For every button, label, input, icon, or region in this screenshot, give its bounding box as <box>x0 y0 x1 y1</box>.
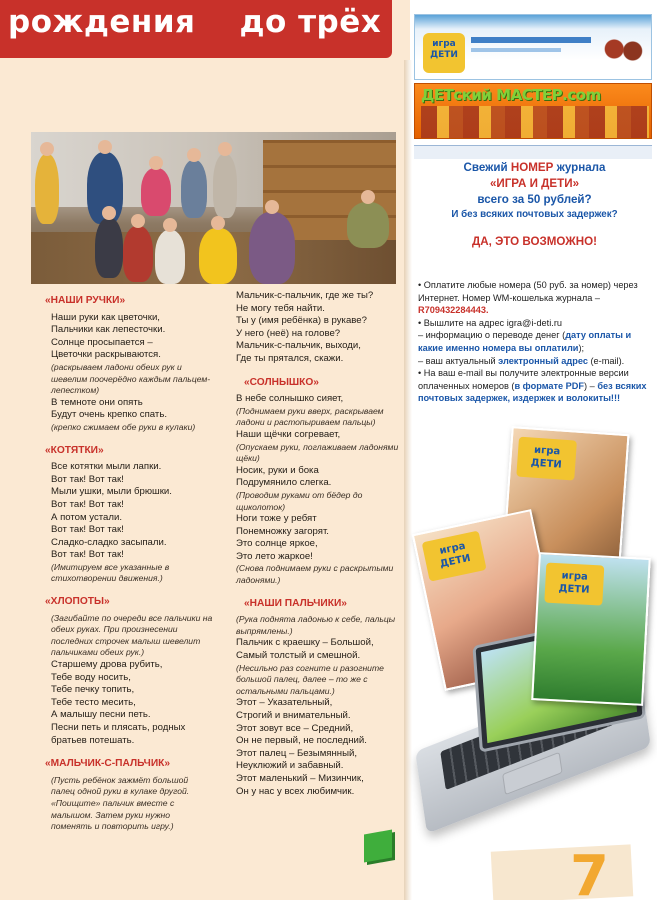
verse-line: Подрумянило слегка. <box>236 477 332 489</box>
verse-line: Мальчик-с-пальчик, выходи, <box>236 340 361 352</box>
instruction-note: (раскрываем ладони обеих рук и шевелим поочерёдно каждым пальцем-лепестком) <box>51 361 211 396</box>
instruction-note: (Загибайте по очереди все пальчики на обеих руках. При произнесении последних строчек малыш шевелит пальчиками обеих рук.) <box>51 612 213 658</box>
section-title-malchik: «МАЛЬЧИК-С-ПАЛЬЧИК» <box>45 758 171 770</box>
instruction-note: (Снова поднимаем руки с раскрытыми ладонями.) <box>236 563 394 586</box>
header-band <box>0 0 392 58</box>
instruction-note: (Проводим руками от бёдер до щиколоток) <box>236 489 363 512</box>
bear-mascots <box>601 33 645 73</box>
magazine-cover: игра ДЕТИ <box>500 426 629 596</box>
verse-line: Вот так! Вот так! <box>51 498 124 510</box>
instruction-note: (крепко сжимаем обе руки в кулаки) <box>51 421 196 432</box>
magazine-logo: игра ДЕТИ <box>423 33 465 73</box>
verse-line: Тебе воду носить, <box>51 671 131 683</box>
verse-line: Мыли ушки, мыли брюшки. <box>51 486 172 498</box>
instruction-note: (Опускаем руки, поглаживаем ладонями щёки) <box>236 441 399 464</box>
verse-line: Тебе тесто месить, <box>51 696 136 708</box>
verse-line: Мальчик-с-пальчик, где же ты? <box>236 290 374 301</box>
instruction-note: (Имитируем все указанные в стихотворении движения.) <box>51 561 170 584</box>
instruction-note: (Рука поднята ладонью к себе, пальцы выпрямлены.) <box>236 614 396 636</box>
instruction-item: • На ваш e-mail вы получите электронные версии оплаченных номеров (в формате PDF) – без всяких почтовых задержек, издержек и волокиты!!! <box>418 368 647 404</box>
promo-question: И без всяких почтовых задержек? <box>451 209 618 220</box>
verse-line: У него (неё) на голове? <box>236 327 341 339</box>
verse-closing: Песни петь и плясать, родных братьев потешать. <box>51 722 186 746</box>
instruction-item: – информацию о переводе денег (дату оплаты и какие именно номера вы оплатили); <box>418 330 632 353</box>
title-right: до трёх <box>239 4 382 40</box>
title-left: рождения <box>8 4 196 40</box>
verse-line: Строгий и внимательный. <box>236 710 351 721</box>
text-column-2 <box>236 290 406 798</box>
verse-line: Все котятки мыли лапки. <box>51 461 162 473</box>
page-number-glyph: 7 <box>570 844 609 900</box>
promo-answer: ДА, ЭТО ВОЗМОЖНО! <box>472 235 597 248</box>
verse-line: Этот палец – Безымянный, <box>236 747 358 759</box>
verse-line: Сладко-сладко засыпали. <box>51 536 167 548</box>
verse-line: Этот – Указательный, <box>236 697 333 709</box>
promo-headline: Свежий НОМЕР журнала <box>463 161 606 174</box>
instruction-item: – ваш актуальный электронный адрес (e-mail). <box>418 355 625 366</box>
instruction-item: • Оплатите любые номера (50 руб. за номер) через Интернет. Номер WM-кошелька журнала – R709432284443. <box>418 280 638 316</box>
verse-line: Солнце просыпается – <box>51 336 153 348</box>
verse-line: Этот маленький – Мизинчик, <box>236 772 364 784</box>
verse-line: Это солнце яркое, <box>236 538 318 550</box>
website-screenshot <box>414 14 652 80</box>
section-title-khlopoty: «ХЛОПОТЫ» <box>45 596 110 608</box>
verse-line: Носик, руки и бока <box>236 464 319 476</box>
promo-magazine-name: «ИГРА И ДЕТИ» <box>489 177 580 190</box>
verse-line: А малышу песни петь. <box>51 709 151 721</box>
section-title-kotyatki: «КОТЯТКИ» <box>45 444 104 456</box>
magazine-cover: игра ДЕТИ <box>531 552 651 706</box>
verse-line: Пальчики как лепесточки. <box>51 324 166 336</box>
instruction-note: (Поднимаем руки вверх, раскрываем ладони и растопыриваем пальцы) <box>236 405 384 428</box>
instruction-note: (Пусть ребёнок зажмёт большой палец одной руки в кулаке другой. «Поищите» пальчик вместе с малышом. Затем руки нужно поменять и повторить игру.) <box>51 774 190 832</box>
verse-line: Будут очень крепко спать. <box>51 409 167 421</box>
verse-line: Пальчик с краешку – Большой, <box>236 637 374 649</box>
instruction-item: • Вышлите на адрес igra@i-deti.ru <box>418 317 562 328</box>
verse-line: В небе солнышко сияет, <box>236 393 344 405</box>
banner-text: ДЕТский МАСТЕР.com <box>421 86 601 104</box>
next-page-corner <box>491 844 634 900</box>
verse-line: Вот так! Вот так! <box>51 524 124 536</box>
verse-line: Он не первый, не последний. <box>236 735 367 747</box>
kindergarten-photo <box>31 132 396 284</box>
green-cube-decoration <box>364 830 392 863</box>
verse-line: Неуклюжий и забавный. <box>236 760 344 772</box>
verse-line: Цветочки раскрываются. <box>51 349 161 361</box>
instruction-note: (Несильно раз согните и разогните большой палец, далее – то же с остальными пальцами.) <box>236 662 384 696</box>
verse-line: А потом устали. <box>51 511 122 523</box>
page-fold-shadow <box>404 60 412 900</box>
verse-line: Вот так! Вот так! <box>51 549 124 561</box>
verse-line: Ты у (имя ребёнка) в рукаве? <box>236 315 367 327</box>
promo-text <box>412 160 657 250</box>
text-column-1 <box>37 290 213 833</box>
verse-line: Он у нас у всех любимчик. <box>236 785 355 797</box>
verse-line: Самый толстый и смешной. <box>236 650 361 662</box>
section-title-nashi-ruchki: «НАШИ РУЧКИ» <box>45 295 126 306</box>
detskiy-master-banner <box>414 83 652 139</box>
verse-line: Тебе печку топить, <box>51 684 135 696</box>
section-title-solnyshko: «СОЛНЫШКО» <box>244 376 319 388</box>
page-title <box>8 4 381 40</box>
verse-line: Этот зовут все – Средний, <box>236 722 354 734</box>
magazine-cover: игра ДЕТИ <box>412 509 565 691</box>
verse-line: Не могу тебя найти. <box>236 302 325 314</box>
verse-line: Вот так! Вот так! <box>51 473 124 485</box>
promo-strip <box>414 145 652 159</box>
verse-line: Старшему дрова рубить, <box>51 659 163 671</box>
verse-line: Ноги тоже у ребят <box>236 513 317 525</box>
section-title-nashi-palchiki: «НАШИ ПАЛЬЧИКИ» <box>244 597 347 609</box>
verse-line: Наши щёчки согревает, <box>236 428 341 440</box>
verse-line: Понемножку загорят. <box>236 525 329 537</box>
verse-line: Наши руки как цветочки, <box>51 311 160 323</box>
verse-line: Где ты прятался, скажи. <box>236 352 344 364</box>
verse-line: В темноте они опять <box>51 396 143 408</box>
payment-instructions <box>418 279 654 405</box>
verse-line: Это лето жаркое! <box>236 550 313 562</box>
promo-price: всего за 50 рублей? <box>477 193 592 206</box>
